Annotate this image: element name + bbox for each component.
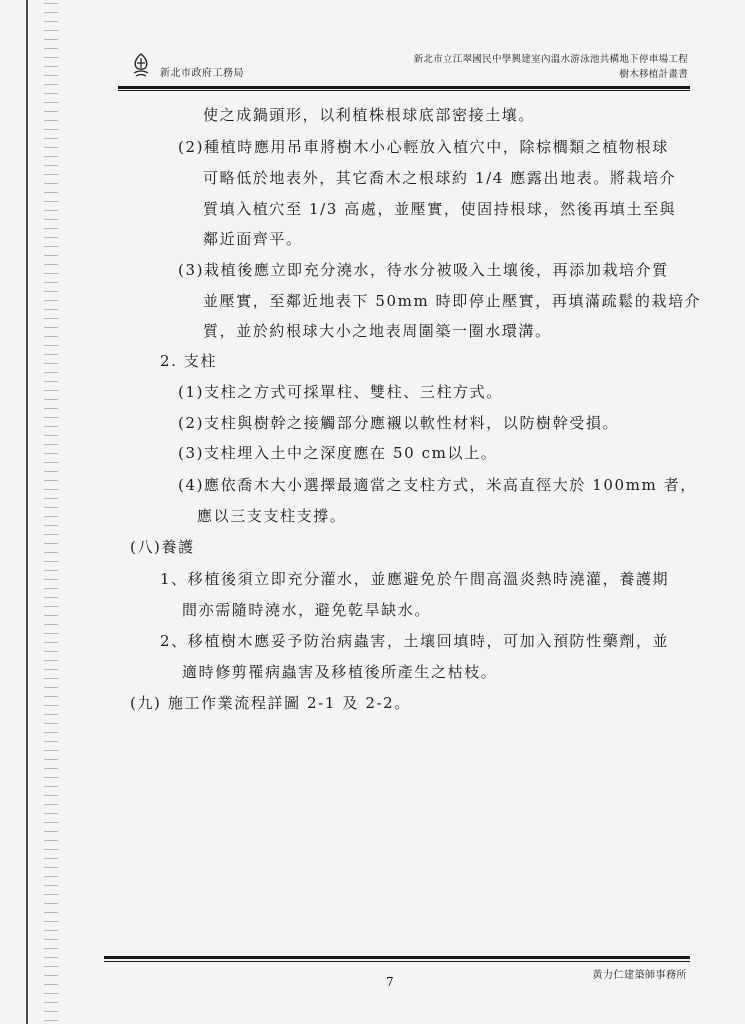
project-subtitle: 樹木移植計畫書 — [619, 69, 688, 80]
body-line: 2、移植樹木應妥予防治病蟲害，土壤回填時，可加入預防性藥劑，並 — [160, 632, 670, 650]
body-line: (3)栽植後應立即充分澆水，待水分被吸入土壤後，再添加栽培介質 — [178, 261, 669, 279]
body-line: (2)支柱與樹幹之接觸部分應襯以軟性材料，以防樹幹受損。 — [178, 414, 620, 432]
footer-rule-thin — [104, 961, 690, 962]
body-line: 可略低於地表外，其它喬木之根球約 1/4 應露出地表。將栽培介 — [203, 169, 677, 187]
firm-name: 黃力仁建築師事務所 — [592, 970, 687, 981]
footer-rule — [104, 956, 690, 959]
page-number: 7 — [386, 975, 394, 989]
project-title — [414, 52, 688, 82]
body-line: 使之成鍋頭形，以利植株根球底部密接土壤。 — [203, 106, 536, 124]
header-rule — [118, 86, 690, 89]
body-line: 質填入植穴至 1/3 高處，並壓實，使固持根球，然後再填土至與 — [203, 200, 677, 218]
binding-marks — [44, 0, 58, 1024]
page-header — [118, 48, 690, 88]
agency-name: 新北市政府工務局 — [160, 68, 244, 79]
section-heading: (九) 施工作業流程詳圖 2-1 及 2-2。 — [130, 694, 411, 712]
agency-logo-icon — [130, 52, 152, 78]
body-line: (1)支柱之方式可採單柱、雙柱、三柱方式。 — [178, 383, 503, 401]
body-line: 適時修剪罹病蟲害及移植後所產生之枯枝。 — [182, 663, 498, 681]
body-line: 1、移植後須立即充分灌水，並應避免於午間高溫炎熱時澆灌，養護期 — [160, 570, 670, 588]
body-line: 應以三支支柱支撐。 — [197, 507, 347, 525]
project-title-line: 新北市立江翠國民中學興建室內溫水游泳池共構地下停車場工程 — [413, 54, 688, 65]
body-line: 鄰近面齊平。 — [203, 230, 303, 248]
body-line: 質，並於約根球大小之地表周圍築一圈水環溝。 — [203, 322, 552, 340]
header-rule-thin — [118, 90, 690, 91]
body-line: (3)支柱埋入土中之深度應在 50 cm以上。 — [178, 444, 498, 462]
body-line: 並壓實，至鄰近地表下 50mm 時即停止壓實，再填滿疏鬆的栽培介 — [203, 292, 702, 310]
body-line: 間亦需隨時澆水，避免乾旱缺水。 — [182, 601, 432, 619]
body-line: (4)應依喬木大小選擇最適當之支柱方式，米高直徑大於 100mm 者， — [178, 476, 697, 494]
section-heading: (八)養護 — [130, 538, 195, 556]
body-line: (2)種植時應用吊車將樹木小心輕放入植穴中，除棕櫚類之植物根球 — [178, 138, 669, 156]
section-heading: 2. 支柱 — [160, 352, 218, 370]
scan-left-edge — [26, 0, 28, 1024]
